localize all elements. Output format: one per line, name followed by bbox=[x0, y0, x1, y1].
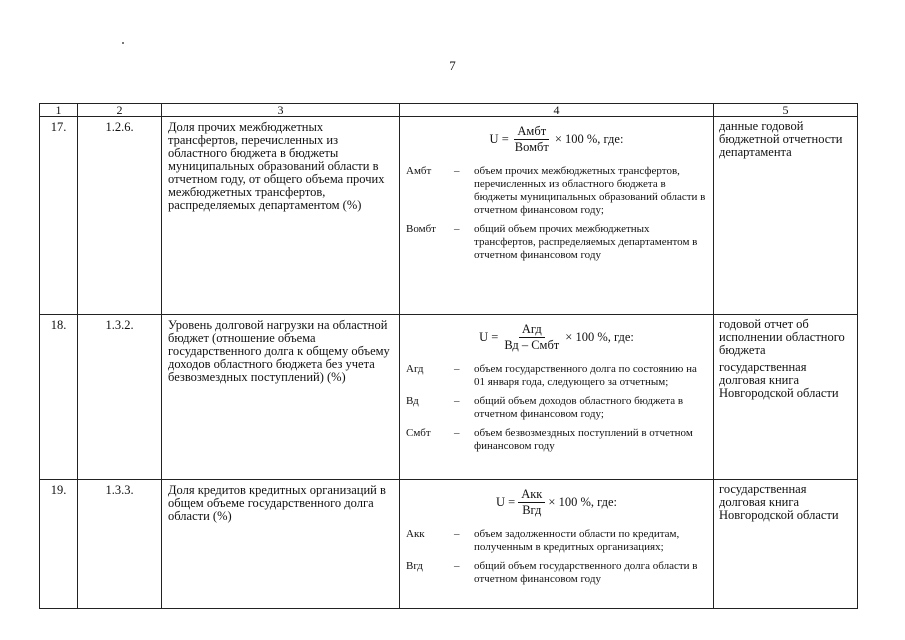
formula bbox=[406, 121, 707, 157]
row-code: 1.3.2. bbox=[78, 315, 162, 480]
row-number: 18. bbox=[40, 315, 78, 480]
variable-symbol: Агд bbox=[406, 363, 424, 375]
data-source bbox=[714, 480, 858, 609]
calculation-method bbox=[400, 315, 714, 480]
variable-symbol: Вгд bbox=[406, 560, 423, 572]
indicator-name: Доля прочих межбюджетных трансфертов, перечисленных из областного бюджета в бюджеты муниципальных образований области в отчетном году, от общего объема прочих межбюджетных трансфертов, распределяемых департаментом (%) bbox=[162, 117, 400, 315]
variable-symbol: Амбт bbox=[406, 165, 432, 177]
variable-dash: – bbox=[454, 560, 460, 572]
variable-symbol: Вомбт bbox=[406, 223, 436, 235]
row-number: 17. bbox=[40, 117, 78, 315]
formula-numerator: Амбт bbox=[514, 125, 549, 140]
header-cell: 4 bbox=[400, 104, 714, 117]
header-cell: 2 bbox=[78, 104, 162, 117]
header-cell: 5 bbox=[714, 104, 858, 117]
formula-lhs: U = bbox=[496, 494, 516, 509]
formula-numerator: Акк bbox=[518, 488, 545, 503]
header-row bbox=[40, 104, 858, 117]
formula-fraction bbox=[501, 323, 562, 352]
formula-denominator: Вд – Смбт bbox=[504, 337, 560, 352]
formula-fraction bbox=[518, 488, 545, 517]
variable-symbol: Акк bbox=[406, 528, 425, 540]
variable-description: объем задолженности области по кредитам, полученным в кредитных организациях; bbox=[474, 528, 680, 553]
variable-definition bbox=[406, 223, 707, 262]
variable-definition bbox=[406, 427, 707, 453]
variable-description: объем прочих межбюджетных трансфертов, перечисленных из областного бюджета в бюджеты муниципальных образований области в отчетном финансовом году; bbox=[474, 165, 706, 216]
variable-definition bbox=[406, 560, 707, 586]
formula-denominator: Вгд bbox=[522, 502, 542, 517]
scan-speck bbox=[122, 42, 124, 44]
source-text: годовой отчет об исполнении областного бюджета bbox=[719, 317, 845, 357]
variable-definition bbox=[406, 165, 707, 217]
variable-dash: – bbox=[454, 223, 460, 235]
table-row bbox=[40, 480, 858, 609]
variable-description: общий объем доходов областного бюджета в отчетном финансовом году; bbox=[474, 395, 684, 420]
row-code: 1.2.6. bbox=[78, 117, 162, 315]
formula-rest: × 100 %, где: bbox=[548, 494, 617, 509]
variable-dash: – bbox=[454, 363, 460, 375]
formula-denominator: Вомбт bbox=[514, 139, 549, 154]
formula bbox=[406, 319, 707, 355]
variable-dash: – bbox=[454, 528, 460, 540]
variable-symbol: Смбт bbox=[406, 427, 431, 439]
calculation-method bbox=[400, 117, 714, 315]
header-cell: 1 bbox=[40, 104, 78, 117]
variable-definition bbox=[406, 363, 707, 389]
variable-description: объем государственного долга по состоянию на 01 января года, следующего за отчетным; bbox=[474, 363, 697, 388]
variable-description: объем безвозмездных поступлений в отчетном финансовом году bbox=[474, 427, 693, 452]
variable-dash: – bbox=[454, 395, 460, 407]
formula-fraction bbox=[512, 125, 552, 154]
source-text: данные годовой бюджетной отчетности департамента bbox=[719, 119, 843, 159]
formula-rest: × 100 %, где: bbox=[554, 131, 624, 146]
indicators-table bbox=[39, 103, 858, 609]
table-row bbox=[40, 315, 858, 480]
header-cell: 3 bbox=[162, 104, 400, 117]
formula bbox=[406, 484, 707, 520]
formula-rest: × 100 %, где: bbox=[565, 329, 634, 344]
data-source bbox=[714, 315, 858, 480]
calculation-method bbox=[400, 480, 714, 609]
variable-symbol: Вд bbox=[406, 395, 419, 407]
variable-dash: – bbox=[454, 165, 460, 177]
page-number: 7 bbox=[449, 58, 456, 73]
row-number: 19. bbox=[40, 480, 78, 609]
source-text: государственная долговая книга Новгородской области bbox=[719, 360, 839, 400]
formula-lhs: U = bbox=[479, 329, 499, 344]
variable-definition bbox=[406, 528, 707, 554]
indicator-name: Уровень долговой нагрузки на областной бюджет (отношение объема государственного долга к общему объему доходов областного бюджета без учета безвозмездных поступлений) (%) bbox=[162, 315, 400, 480]
variable-description: общий объем прочих межбюджетных трансфертов, распределяемых департаментом в отчетном финансовом году bbox=[474, 223, 698, 261]
source-text: государственная долговая книга Новгородской области bbox=[719, 482, 839, 522]
variable-dash: – bbox=[454, 427, 460, 439]
table-row bbox=[40, 117, 858, 315]
indicator-name: Доля кредитов кредитных организаций в общем объеме государственного долга области (%) bbox=[162, 480, 400, 609]
variable-definition bbox=[406, 395, 707, 421]
formula-numerator: Агд bbox=[519, 323, 545, 338]
formula-lhs: U = bbox=[489, 131, 509, 146]
data-source bbox=[714, 117, 858, 315]
variable-description: общий объем государственного долга области в отчетном финансовом году bbox=[474, 560, 698, 585]
row-code: 1.3.3. bbox=[78, 480, 162, 609]
